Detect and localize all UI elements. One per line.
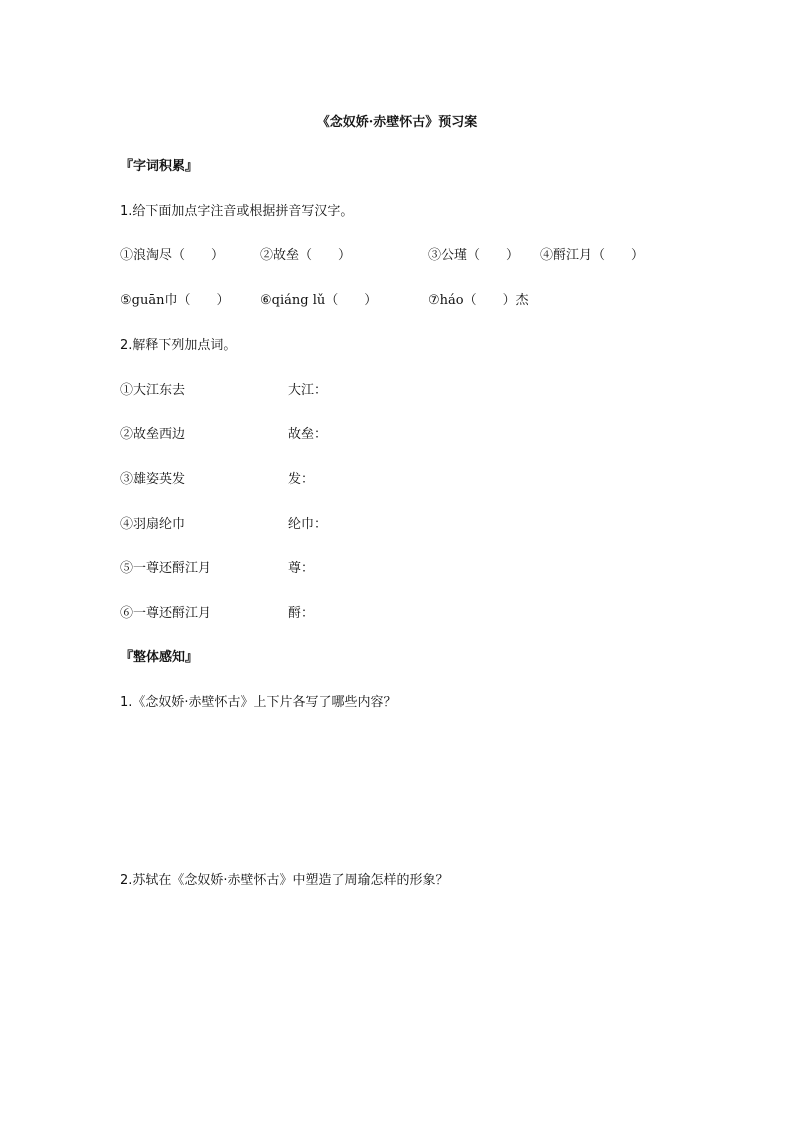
question-pinyin: 1.给下面加点字注音或根据拼音写汉字。 [120, 204, 354, 219]
pinyin-item: ⑦háo（ ）杰 [428, 293, 529, 308]
definition-phrase: ④羽扇纶巾 [120, 517, 186, 532]
pinyin-item: ③公瑾（ ） [428, 248, 520, 263]
pinyin-item: ②故垒（ ） [260, 248, 352, 263]
pinyin-item: ⑥qiáng lǔ（ ） [260, 293, 378, 308]
definition-phrase: ⑥一尊还酹江月 [120, 606, 212, 621]
section-heading-vocabulary: 『字词积累』 [120, 159, 199, 174]
definition-word: 故垒： [288, 427, 328, 442]
definition-phrase: ⑤一尊还酹江月 [120, 561, 212, 576]
pinyin-item: ⑤guān巾（ ） [120, 293, 230, 308]
question-definitions: 2.解释下列加点词。 [120, 338, 237, 353]
definition-row [0, 468, 794, 488]
pinyin-row-2 [0, 289, 794, 309]
definition-word: 纶巾： [288, 517, 328, 532]
definition-row [0, 423, 794, 443]
pinyin-row-1 [0, 244, 794, 264]
question-content: 1.《念奴娇·赤壁怀古》上下片各写了哪些内容？ [120, 695, 397, 710]
pinyin-item: ④酹江月（ ） [540, 248, 645, 263]
definition-word: 尊： [288, 561, 315, 576]
definition-row [0, 557, 794, 577]
question-character: 2.苏轼在《念奴娇·赤壁怀古》中塑造了周瑜怎样的形象？ [120, 873, 449, 888]
pinyin-item: ①浪淘尽（ ） [120, 248, 225, 263]
definition-word: 大江： [288, 383, 328, 398]
section-heading-comprehension: 『整体感知』 [120, 650, 199, 665]
definition-row [0, 513, 794, 533]
definition-phrase: ③雄姿英发 [120, 472, 186, 487]
definition-phrase: ①大江东去 [120, 383, 186, 398]
document-title: 《念奴娇·赤壁怀古》预习案 [316, 115, 478, 130]
definition-word: 发： [288, 472, 315, 487]
definition-row [0, 379, 794, 399]
definition-phrase: ②故垒西边 [120, 427, 186, 442]
definition-row [0, 602, 794, 622]
definition-word: 酹： [288, 606, 315, 621]
